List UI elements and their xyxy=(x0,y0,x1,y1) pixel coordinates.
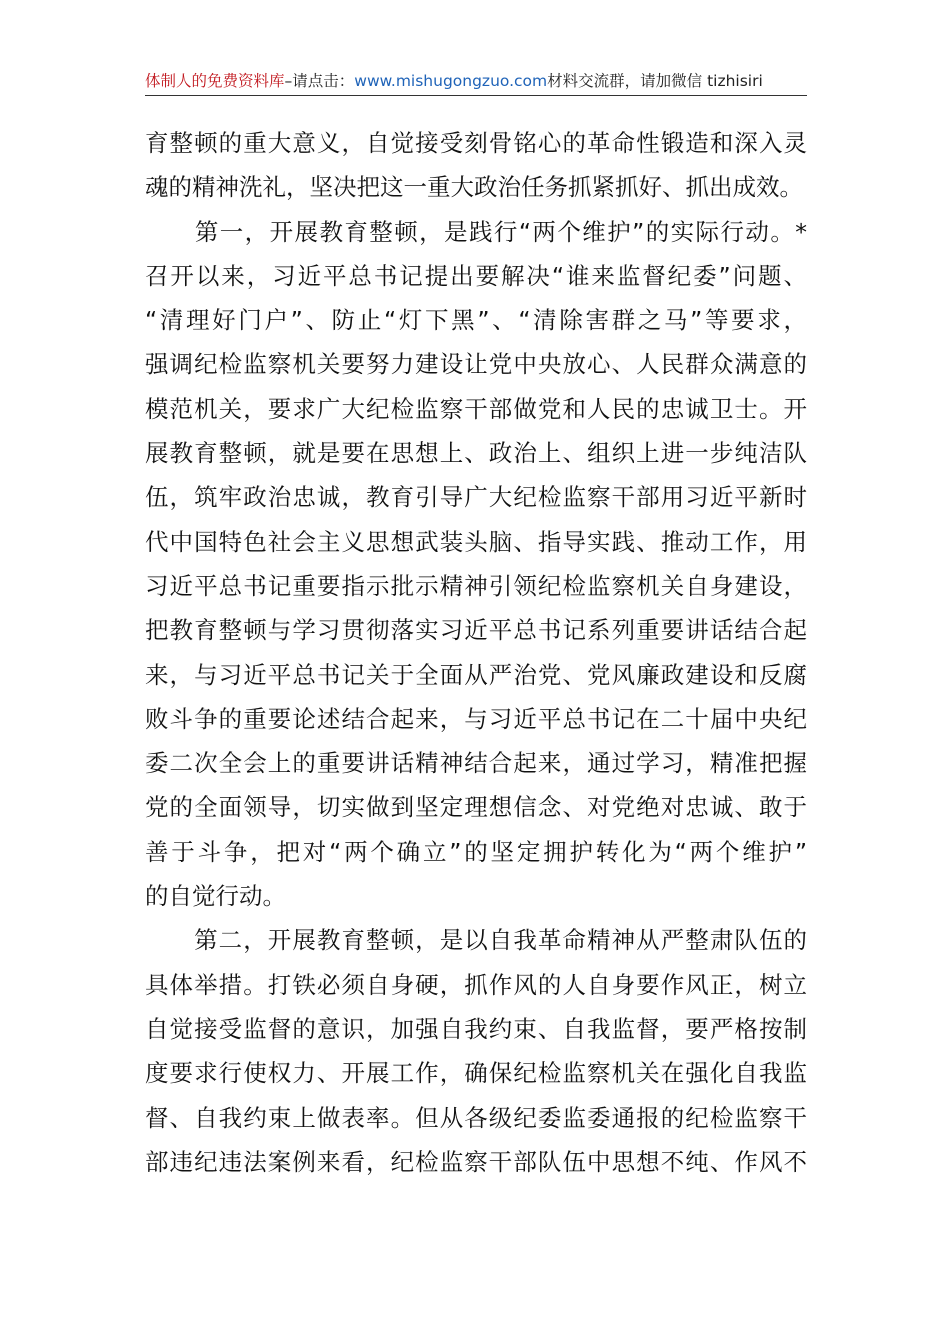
header-prompt: –请点击： xyxy=(284,72,355,90)
text-line: 展教育整顿，就是要在思想上、政治上、组织上进一步纯洁队 xyxy=(145,439,807,468)
header-brand: 体制人的免费资料库 xyxy=(145,72,285,90)
text-line: 模范机关，要求广大纪检监察干部做党和人民的忠诚卫士。开 xyxy=(145,394,807,423)
text-line: 代中国特色社会主义思想武装头脑、指导实践、推动工作，用 xyxy=(145,527,807,556)
page-header xyxy=(145,68,807,94)
text-line: 把教育整顿与学习贯彻落实习近平总书记系列重要讲话结合起 xyxy=(145,616,807,645)
document-body xyxy=(145,121,807,1184)
text-line: 委二次全会上的重要讲话精神结合起来，通过学习，精准把握 xyxy=(145,749,807,778)
text-line: 督、自我约束上做表率。但从各级纪委监委通报的纪检监察干 xyxy=(145,1103,807,1132)
text-line: 强调纪检监察机关要努力建设让党中央放心、人民群众满意的 xyxy=(145,350,807,379)
text-line: 召开以来，习近平总书记提出要解决“谁来监督纪委”问题、 xyxy=(145,261,807,290)
header-wechat-note: 材料交流群，请加微信 tizhisiri xyxy=(547,72,763,90)
text-line: 第一，开展教育整顿，是践行“两个维护”的实际行动。* xyxy=(145,217,807,246)
text-line: “清理好门户”、防止“灯下黑”、“清除害群之马”等要求， xyxy=(145,306,807,335)
text-line: 党的全面领导，切实做到坚定理想信念、对党绝对忠诚、敢于 xyxy=(145,793,807,822)
text-line: 习近平总书记重要指示批示精神引领纪检监察机关自身建设， xyxy=(145,571,807,600)
text-line: 第二，开展教育整顿，是以自我革命精神从严整肃队伍的 xyxy=(145,926,807,955)
text-line: 具体举措。打铁必须自身硬，抓作风的人自身要作风正，树立 xyxy=(145,970,807,999)
text-line: 伍，筑牢政治忠诚，教育引导广大纪检监察干部用习近平新时 xyxy=(145,483,807,512)
text-line: 来，与习近平总书记关于全面从严治党、党风廉政建设和反腐 xyxy=(145,660,807,689)
text-line: 自觉接受监督的意识，加强自我约束、自我监督，要严格按制 xyxy=(145,1014,807,1043)
text-line: 部违纪违法案例来看，纪检监察干部队伍中思想不纯、作风不 xyxy=(145,1147,807,1176)
text-line: 的自觉行动。 xyxy=(145,882,286,911)
text-line: 败斗争的重要论述结合起来，与习近平总书记在二十届中央纪 xyxy=(145,704,807,733)
text-line: 育整顿的重大意义，自觉接受刻骨铭心的革命性锻造和深入灵 xyxy=(145,129,807,157)
text-line: 善于斗争，把对“两个确立”的坚定拥护转化为“两个维护” xyxy=(145,837,807,866)
text-line: 度要求行使权力、开展工作，确保纪检监察机关在强化自我监 xyxy=(145,1059,807,1088)
header-website-link[interactable]: www.mishugongzuo.com xyxy=(354,72,548,90)
text-line: 魂的精神洗礼，坚决把这一重大政治任务抓紧抓好、抓出成效。 xyxy=(145,173,803,202)
header-divider xyxy=(145,95,807,96)
